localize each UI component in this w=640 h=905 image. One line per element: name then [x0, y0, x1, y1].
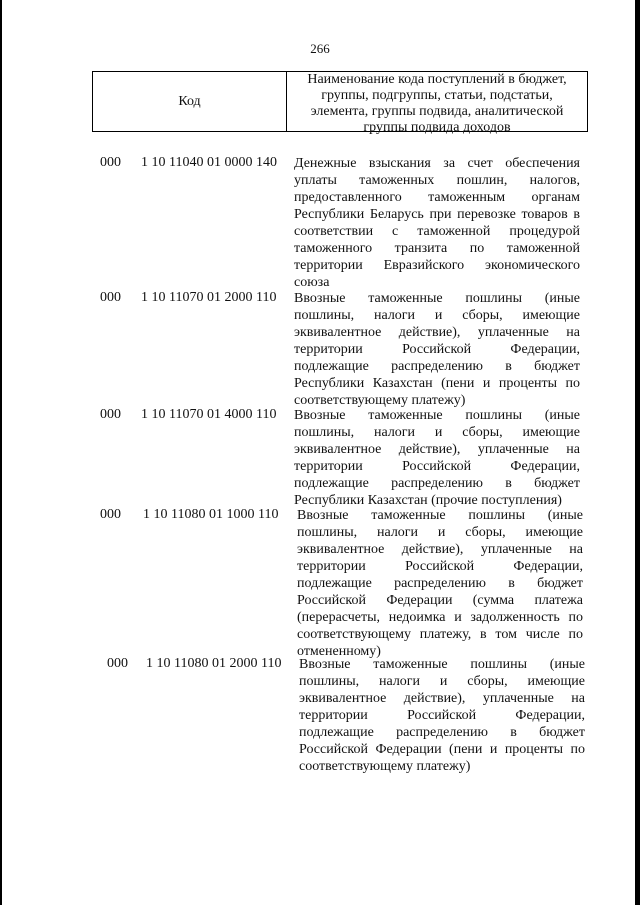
description-line: соответствии с таможенной процедурой — [294, 224, 580, 239]
description — [294, 407, 580, 509]
description-line: территории Российской Федерации, — [297, 559, 583, 574]
scan-border-left — [0, 0, 2, 905]
description-line: территории Российской Федерации, — [294, 342, 580, 357]
admin-code: 000 — [107, 656, 128, 671]
description-line: предоставленного таможенным органам — [294, 190, 580, 205]
description-line: Республики Беларусь при перевозке товаров в — [294, 207, 580, 222]
admin-code: 000 — [100, 407, 121, 422]
description-line: территории Евразийского экономического — [294, 258, 580, 273]
description-line: Ввозные таможенные пошлины (иные — [294, 291, 580, 306]
description-line: уплаты таможенных пошлин, налогов, — [294, 173, 580, 188]
header-name-line: группы, подгруппы, статьи, подстатьи, — [321, 88, 553, 103]
description-line: соответствующему платежу) — [299, 759, 471, 774]
description-line: территории Российской Федерации, — [294, 459, 580, 474]
description-line: эквивалентное действие), уплаченные на — [294, 442, 580, 457]
description-line: союза — [294, 275, 330, 290]
description — [299, 656, 585, 775]
description-line: отмененному) — [297, 644, 381, 659]
header-name-line: элемента, группы подвида, аналитической — [310, 104, 564, 119]
admin-code: 000 — [100, 507, 121, 522]
description-line: пошлины, налоги и сборы, имеющие — [294, 425, 580, 440]
description-line: Республики Казахстан (прочие поступления) — [294, 493, 562, 508]
header-name-line: группы подвида доходов — [363, 120, 511, 135]
description-line: пошлины, налоги и сборы, имеющие — [299, 674, 585, 689]
budget-code: 1 10 11080 01 2000 110 — [146, 656, 282, 671]
description-line: Ввозные таможенные пошлины (иные — [294, 408, 580, 423]
description-line: Ввозные таможенные пошлины (иные — [299, 657, 585, 672]
header-code-label: Код — [178, 93, 201, 109]
description-line: соответствующему платежу) — [294, 393, 466, 408]
description-line: Ввозные таможенные пошлины (иные — [297, 508, 583, 523]
budget-code: 1 10 11070 01 2000 110 — [141, 290, 277, 305]
description-line: Российской Федерации (сумма платежа — [297, 593, 583, 608]
admin-code: 000 — [100, 155, 121, 170]
budget-code: 1 10 11040 01 0000 140 — [141, 155, 277, 170]
description-line: подлежащие распределению в бюджет — [299, 725, 585, 740]
scan-border-right — [635, 0, 640, 905]
description — [294, 155, 580, 291]
admin-code: 000 — [100, 290, 121, 305]
description-line: соответствующему платежу, в том числе по — [297, 627, 583, 642]
description-line: подлежащие распределению в бюджет — [297, 576, 583, 591]
budget-code: 1 10 11080 01 1000 110 — [143, 507, 279, 522]
budget-code: 1 10 11070 01 4000 110 — [141, 407, 277, 422]
table-header — [92, 71, 588, 135]
description-line: подлежащие распределению в бюджет — [294, 476, 580, 491]
description-line: эквивалентное действие), уплаченные на — [294, 325, 580, 340]
description-line: (перерасчеты, недоимка и задолженность по — [297, 610, 583, 625]
header-code-cell — [93, 72, 287, 131]
description-line: пошлины, налоги и сборы, имеющие — [297, 525, 583, 540]
description-line: Республики Казахстан (пени и проценты по — [294, 376, 580, 391]
description-line: Денежные взыскания за счет обеспечения — [294, 156, 580, 171]
header-name-cell — [287, 72, 587, 135]
header-name-line: Наименование кода поступлений в бюджет, — [307, 72, 567, 87]
description-line: подлежащие распределению в бюджет — [294, 359, 580, 374]
description — [294, 290, 580, 409]
page-number: 266 — [310, 41, 330, 56]
description-line: Российской Федерации (пени и проценты по — [299, 742, 585, 757]
description-line: эквивалентное действие), уплаченные на — [299, 691, 585, 706]
description-line: пошлины, налоги и сборы, имеющие — [294, 308, 580, 323]
description — [297, 507, 583, 660]
description-line: территории Российской Федерации, — [299, 708, 585, 723]
description-line: таможенного транзита по таможенной — [294, 241, 580, 256]
description-line: эквивалентное действие), уплаченные на — [297, 542, 583, 557]
